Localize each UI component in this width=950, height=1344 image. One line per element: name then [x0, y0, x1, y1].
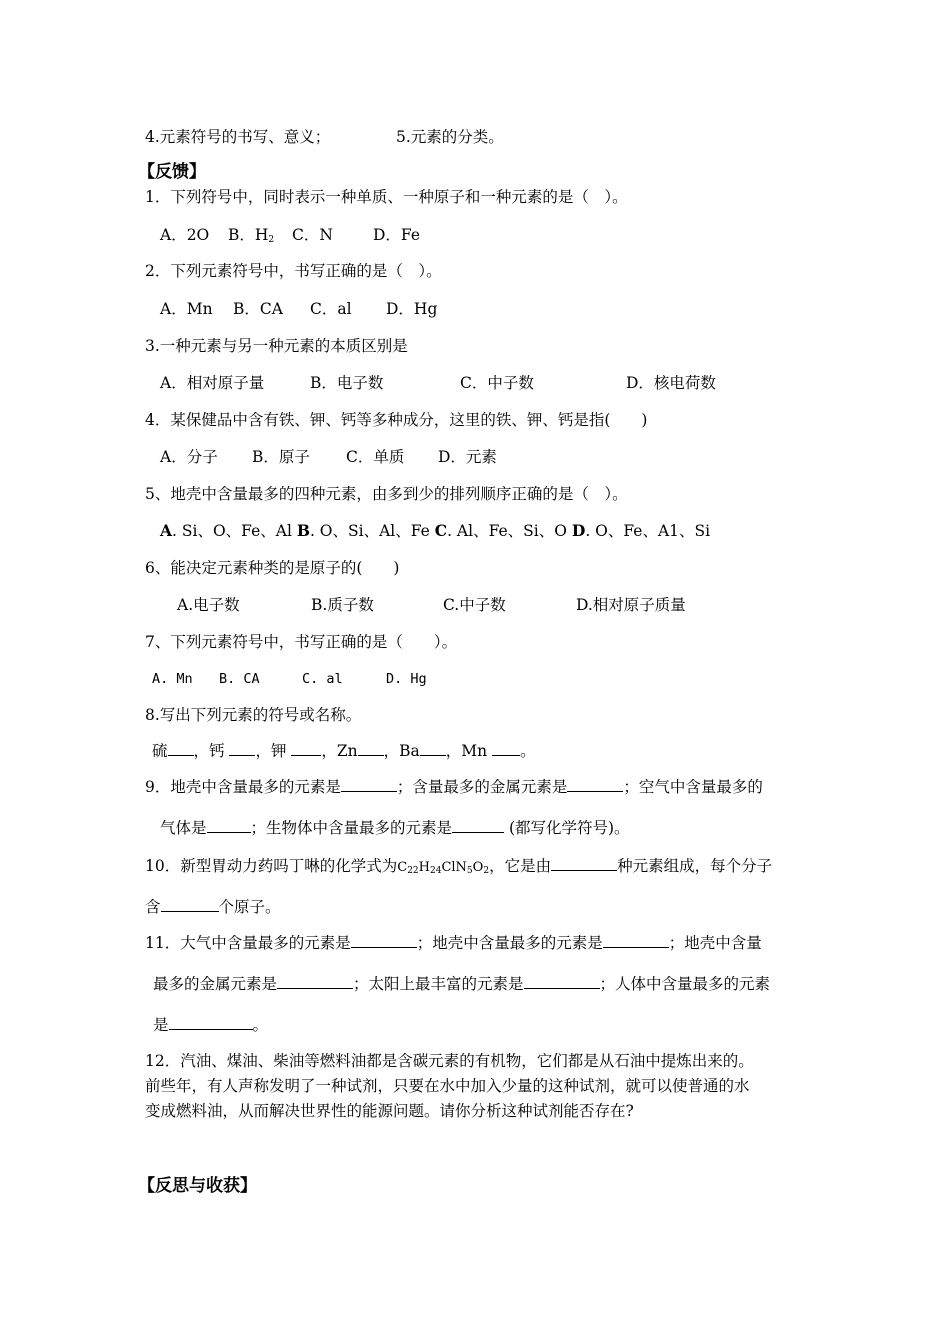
q1-option-c: C．N	[292, 226, 333, 244]
question-8: 8.写出下列元素的符号或名称。	[145, 706, 362, 724]
topic-line	[145, 127, 504, 147]
q1-option-b: B．$H_2$	[228, 226, 275, 245]
question-10-line-1: 10．新型胃动力药吗丁啉的化学式为$C_{22}H_{24}ClN_5O_2$，它是由 种元素组成，每个分子	[145, 857, 773, 876]
q4-option-a: A．分子	[160, 448, 218, 466]
question-1: 1．下列符号中，同时表示一种单质、一种原子和一种元素的是（ ）。	[145, 188, 628, 206]
q5-option-c: . Al、Fe、Si、O	[447, 522, 572, 540]
q4-option-d: D．元素	[438, 448, 497, 466]
q5-option-a: . Si、O、Fe、Al	[172, 522, 297, 540]
topic-item-4: 4.元素符号的书写、意义；	[145, 128, 331, 146]
q7-option-d: D. Hg	[386, 671, 427, 687]
q3-option-a: A．相对原子量	[160, 374, 265, 392]
q4-option-c: C．单质	[346, 448, 405, 466]
q7-option-a: A. Mn	[152, 671, 193, 687]
question-12-line-3: 变成燃料油，从而解决世界性的能源问题。请你分析这种试剂能否存在?	[145, 1102, 634, 1120]
q7-option-c: C. al	[302, 671, 343, 687]
q8-blanks: 硫 ，钙 ，钾 ，Zn ，Ba ，Mn 。	[152, 742, 536, 760]
q2-option-a: A．Mn	[160, 300, 213, 318]
question-11-line-2: 最多的金属元素是 ；太阳上最丰富的元素是 ；人体中含量最多的元素	[153, 975, 771, 993]
q3-option-b: B．电子数	[310, 374, 384, 392]
question-11-line-3: 是 。	[153, 1016, 269, 1034]
question-10-line-2: 含 个原子。	[145, 898, 281, 916]
topic-item-5: 5.元素的分类。	[396, 128, 504, 146]
q5-letter-c: C	[434, 521, 448, 540]
feedback-heading: 【反馈】	[138, 162, 206, 182]
q5-letter-a: A	[160, 521, 173, 540]
question-12-line-1: 12．汽油、煤油、柴油等燃料油都是含碳元素的有机物，它们都是从石油中提炼出来的。	[145, 1052, 754, 1070]
q5-option-b: . O、Si、Al、Fe	[309, 522, 435, 540]
q5-options	[160, 521, 710, 541]
question-3: 3.一种元素与另一种元素的本质区别是	[145, 337, 408, 355]
q7-option-b: B. CA	[219, 671, 260, 687]
q5-option-d: . O、Fe、A1、Si	[585, 522, 711, 540]
question-5: 5、地壳中含量最多的四种元素，由多到少的排列顺序正确的是（ ）。	[145, 485, 628, 503]
question-9-line-2: 气体是 ；生物体中含量最多的元素是 (都写化学符号)。	[160, 819, 630, 837]
q2-option-d: D．Hg	[386, 300, 438, 318]
q3-option-d: D．核电荷数	[626, 374, 716, 392]
q1-option-a: A．2O	[160, 226, 210, 244]
q5-letter-b: B	[296, 521, 310, 540]
question-2: 2．下列元素符号中，书写正确的是（ ）。	[145, 262, 442, 280]
q1-option-d: D．Fe	[373, 226, 421, 244]
q4-option-b: B．原子	[252, 448, 310, 466]
question-7: 7、下列元素符号中，书写正确的是（ ）。	[145, 633, 458, 651]
question-11-line-1: 11．大气中含量最多的元素是 ；地壳中含量最多的元素是 ；地壳中含量	[145, 934, 762, 952]
question-12-line-2: 前些年，有人声称发明了一种试剂，只要在水中加入少量的这种试剂，就可以使普通的水	[145, 1077, 750, 1095]
question-6: 6、能决定元素种类的是原子的( )	[145, 559, 400, 577]
q2-option-c: C．al	[310, 300, 352, 318]
q6-option-b: B.质子数	[311, 596, 374, 614]
q6-option-c: C.中子数	[443, 596, 506, 614]
q6-option-d: D.相对原子质量	[576, 596, 686, 614]
q3-option-c: C．中子数	[460, 374, 534, 392]
q5-letter-d: D	[571, 521, 586, 540]
question-4: 4．某保健品中含有铁、钾、钙等多种成分，这里的铁、钾、钙是指( )	[145, 411, 648, 429]
reflection-heading: 【反思与收获】	[138, 1176, 257, 1196]
q2-option-b: B．CA	[233, 300, 283, 318]
question-9-line-1: 9．地壳中含量最多的元素是 ；含量最多的金属元素是 ；空气中含量最多的	[145, 778, 763, 796]
q6-option-a: A.电子数	[177, 596, 240, 614]
